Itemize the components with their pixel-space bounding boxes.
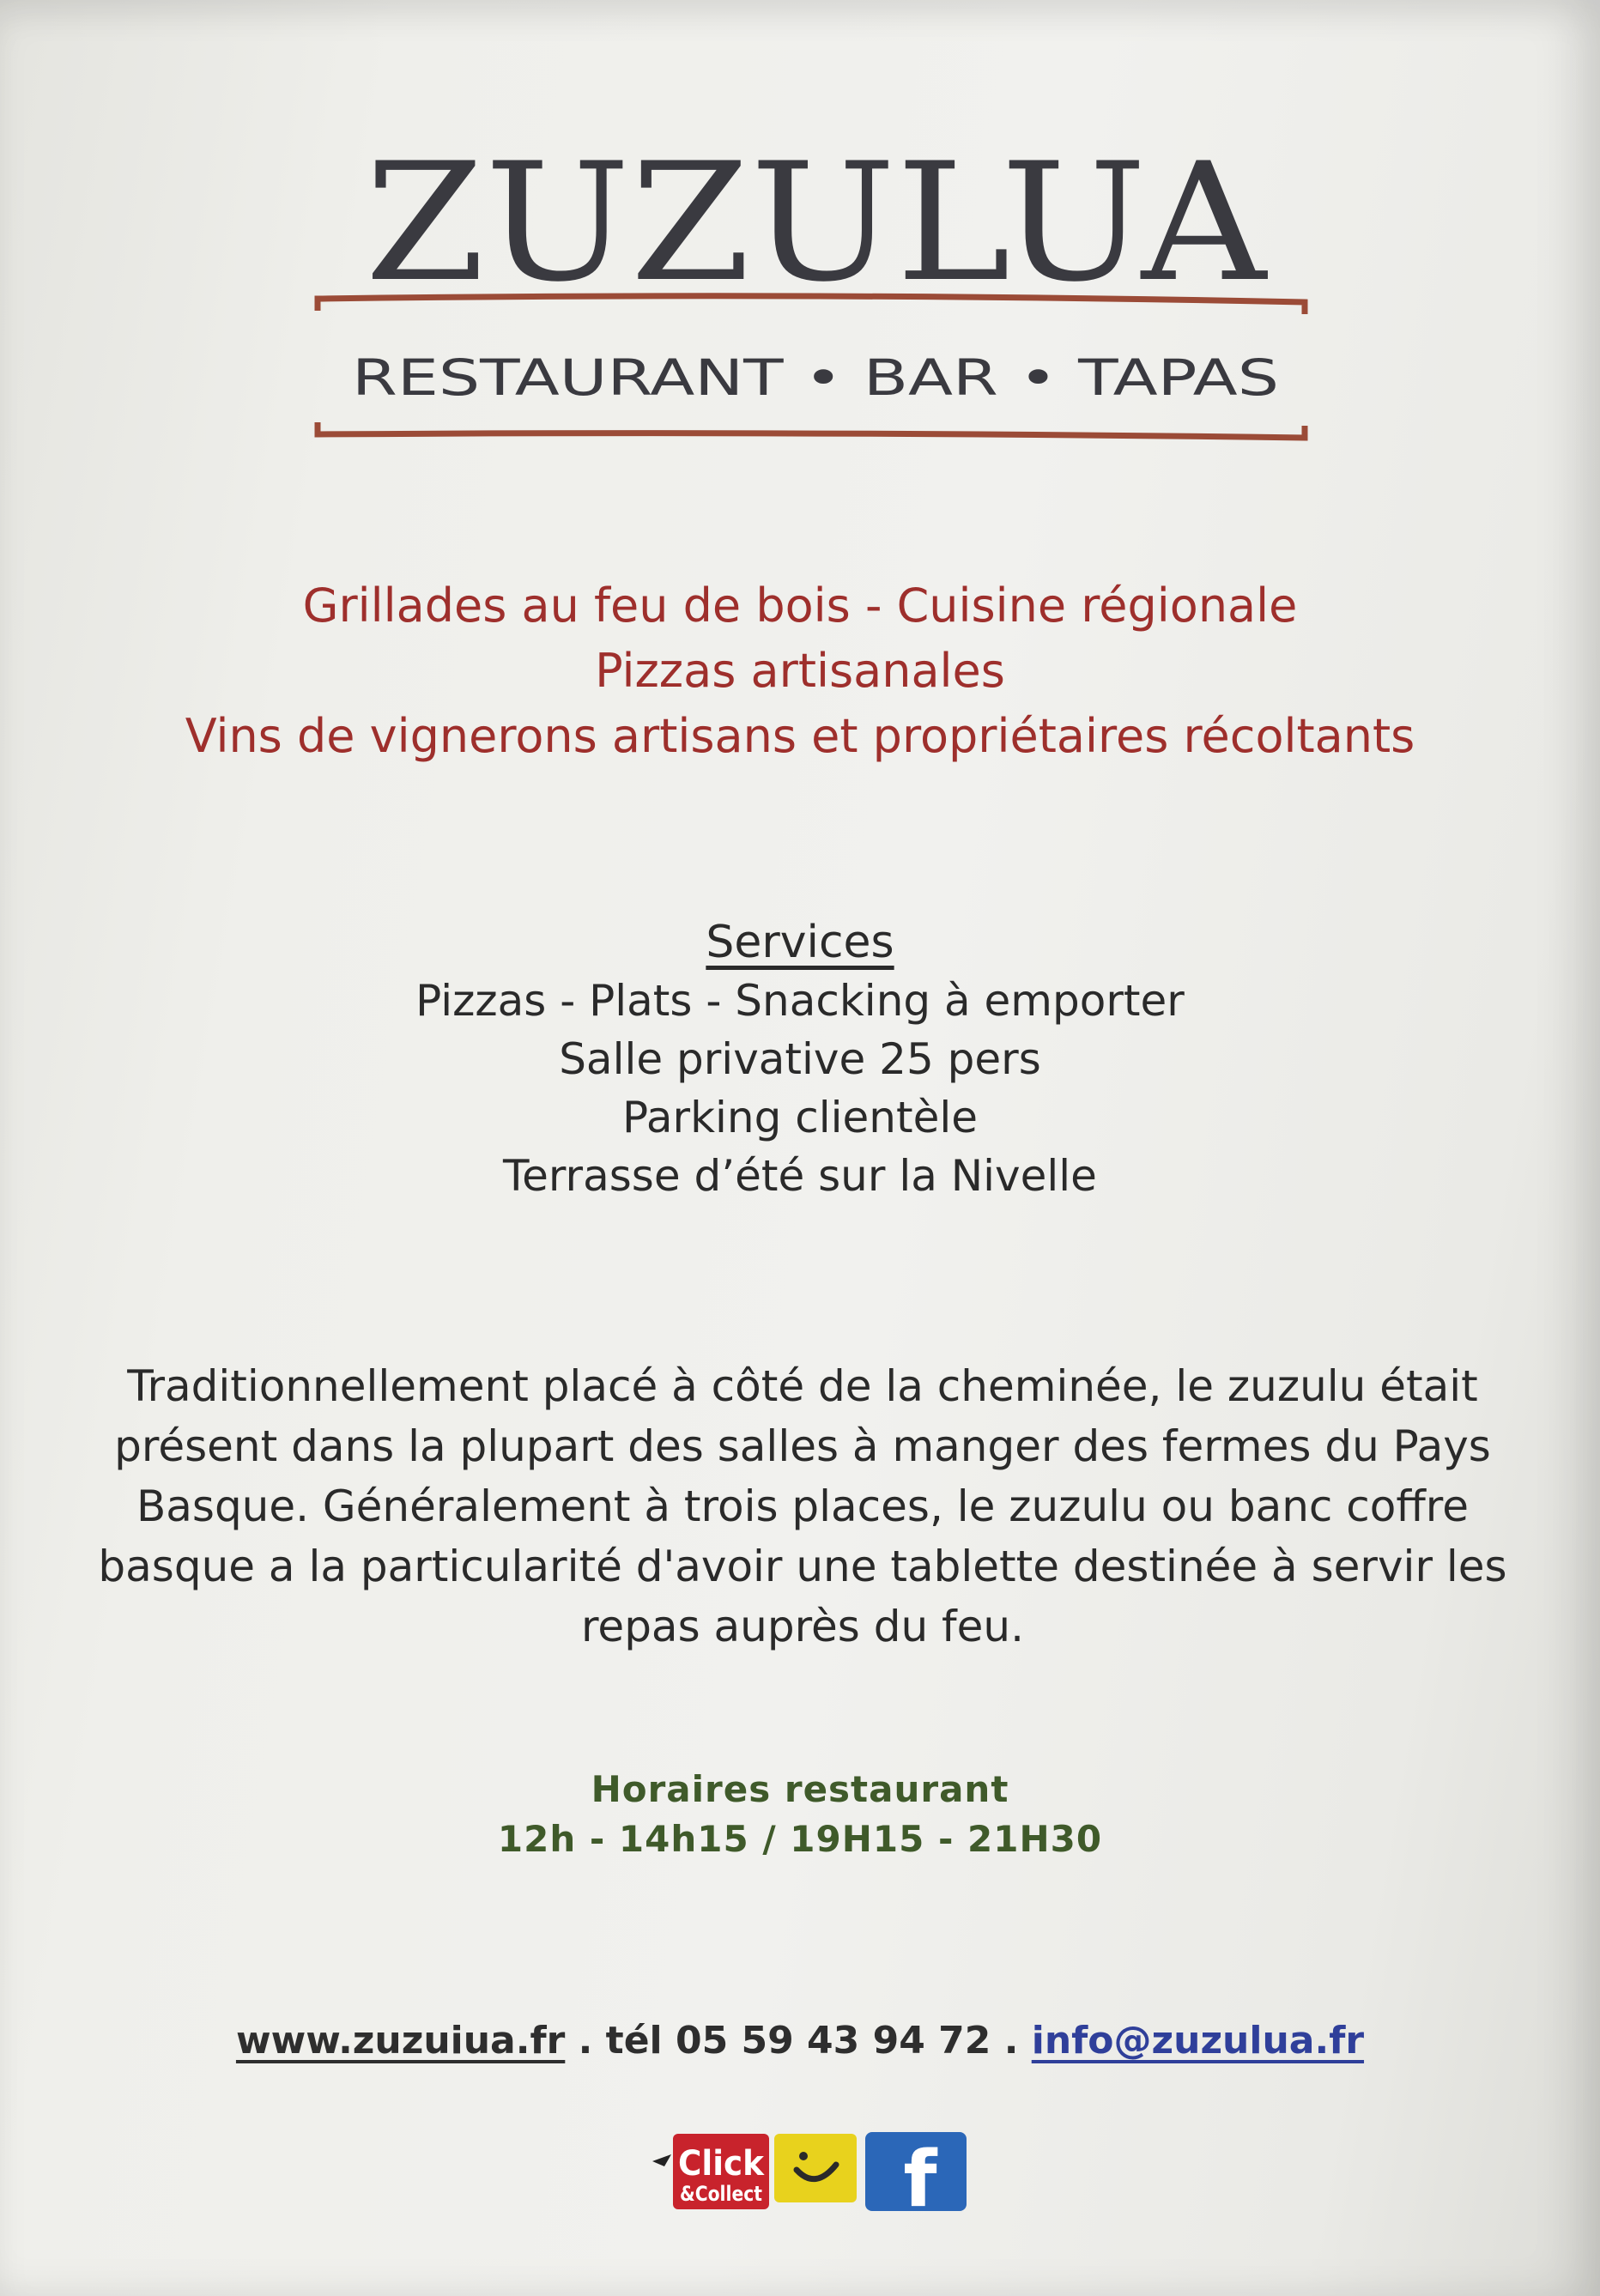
- website-link[interactable]: www.zuzuiua.fr: [235, 2019, 566, 2063]
- svg-text:Click: Click: [678, 2144, 766, 2184]
- logo-bottom-rule: [318, 422, 1305, 438]
- hours-title: Horaires restaurant: [591, 1768, 1009, 1810]
- services-title: Services: [706, 917, 894, 968]
- service-item: Pizzas - Plats - Snacking à emporter: [415, 976, 1185, 1026]
- tagline: [0, 573, 1600, 769]
- tagline-line: Grillades au feu de bois - Cuisine régionale: [302, 579, 1298, 633]
- brand-logo: [309, 112, 1322, 455]
- tagline-line: Pizzas artisanales: [595, 644, 1005, 698]
- contact-separator: .: [991, 2019, 1032, 2063]
- brand-name: ZUZULUA: [365, 128, 1269, 318]
- click-collect-icon[interactable]: [652, 2134, 769, 2209]
- svg-text:&Collect: &Collect: [680, 2182, 762, 2206]
- service-item: Salle privative 25 pers: [559, 1034, 1041, 1084]
- email-link[interactable]: info@zuzulua.fr: [1031, 2019, 1365, 2063]
- brand-subtitle: RESTAURANT • BAR • TAPAS: [352, 348, 1279, 407]
- badges: [652, 2129, 979, 2214]
- service-item: Parking clientèle: [621, 1093, 978, 1142]
- zuzulu-story: Traditionnellement placé à côté de la cheminée, le zuzulu était présent dans la plupart des salles à manger des fermes du Pays Basque. Généralement à trois places, le zuzulu ou banc coffre basque a la particularité d'avoir une tablette destinée à servir les repas auprès du feu.: [98, 1361, 1507, 1651]
- services-list: [0, 972, 1600, 1205]
- tagline-line: Vins de vignerons artisans et propriétaires récoltants: [185, 709, 1415, 763]
- smiley-icon: [774, 2134, 857, 2202]
- phone-number: tél 05 59 43 94 72: [605, 2019, 991, 2063]
- service-item: Terrasse d’été sur la Nivelle: [503, 1151, 1097, 1201]
- contact-separator: .: [565, 2019, 606, 2063]
- contact-line: [0, 2019, 1600, 2063]
- hours-value: 12h - 14h15 / 19H15 - 21H30: [497, 1818, 1103, 1860]
- facebook-icon[interactable]: [865, 2132, 967, 2214]
- svg-text:f: f: [903, 2135, 937, 2214]
